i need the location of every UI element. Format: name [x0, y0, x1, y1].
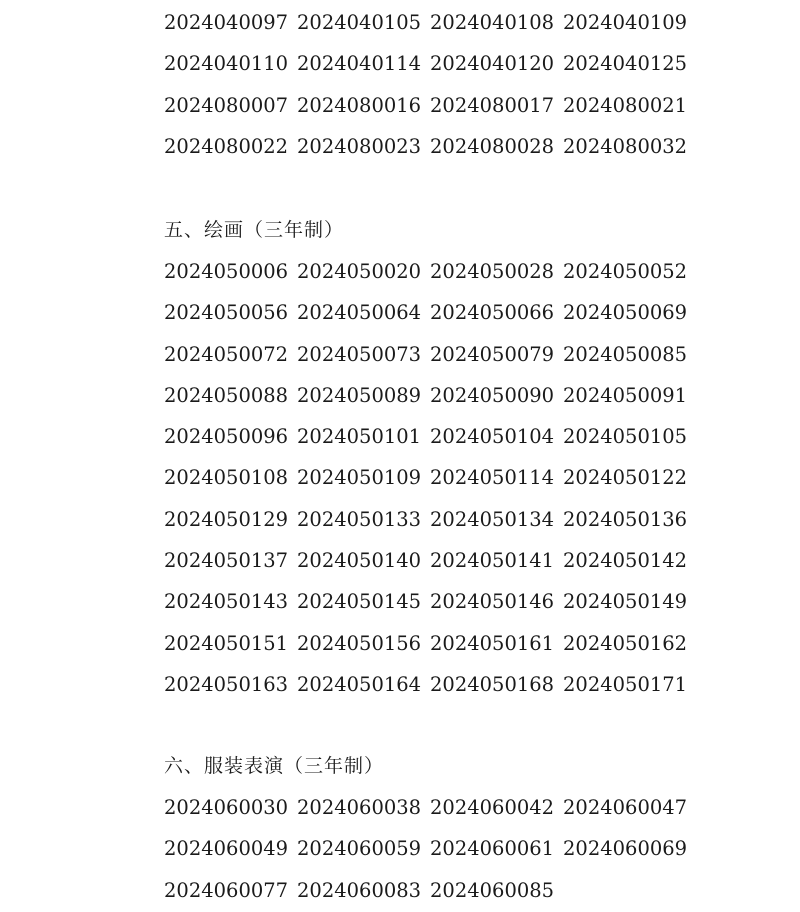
section-fashion-performance	[164, 746, 724, 911]
student-number: 2024050064	[297, 301, 422, 325]
student-number: 2024050079	[430, 342, 555, 366]
student-number: 2024050020	[297, 260, 422, 283]
student-number: 2024050143	[164, 590, 289, 614]
student-number: 2024050164	[297, 672, 422, 696]
student-number: 2024050140	[297, 549, 422, 573]
student-number: 2024050085	[563, 342, 688, 366]
student-number: 2024060085	[430, 878, 555, 902]
student-number: 2024060069	[563, 837, 688, 861]
student-number: 2024050056	[164, 301, 289, 325]
student-number: 2024050089	[297, 383, 422, 407]
student-number: 2024060059	[297, 837, 422, 861]
student-number: 2024040110	[164, 52, 289, 76]
student-number: 2024050136	[563, 507, 688, 531]
student-number: 2024060077	[164, 878, 289, 902]
student-number: 2024040114	[297, 52, 422, 76]
student-number: 2024050156	[297, 631, 422, 655]
student-number: 2024050072	[164, 342, 289, 366]
student-number: 2024080017	[430, 93, 555, 117]
student-number-grid	[164, 787, 724, 911]
student-number: 2024080032	[563, 134, 688, 158]
student-number: 2024060061	[430, 837, 555, 861]
student-number: 2024040109	[563, 11, 688, 34]
student-number: 2024050134	[430, 507, 555, 531]
section-heading-painting: 五、绘画（三年制）	[164, 219, 345, 241]
student-number: 2024050101	[297, 425, 422, 449]
student-number: 2024050108	[164, 466, 289, 490]
student-number: 2024080007	[164, 93, 289, 117]
student-number: 2024060042	[430, 796, 555, 819]
student-number: 2024040105	[297, 11, 422, 34]
student-number: 2024050069	[563, 301, 688, 325]
student-number: 2024050146	[430, 590, 555, 614]
student-number: 2024050163	[164, 672, 289, 696]
student-number: 2024050088	[164, 383, 289, 407]
section-heading-fashion-performance: 六、服装表演（三年制）	[164, 755, 385, 777]
student-number: 2024050105	[563, 425, 688, 449]
student-number: 2024050066	[430, 301, 555, 325]
student-number: 2024040120	[430, 52, 555, 76]
student-number: 2024050129	[164, 507, 289, 531]
section-painting	[164, 210, 724, 705]
student-number: 2024040125	[563, 52, 688, 76]
section-continued-list	[164, 2, 724, 167]
student-number: 2024050122	[563, 466, 688, 490]
student-number: 2024060038	[297, 796, 422, 819]
student-number: 2024050109	[297, 466, 422, 490]
student-number-grid	[164, 2, 724, 167]
student-number: 2024060049	[164, 837, 289, 861]
student-number: 2024050028	[430, 260, 555, 283]
student-number: 2024050052	[563, 260, 688, 283]
student-number: 2024050090	[430, 383, 555, 407]
student-number: 2024050091	[563, 383, 688, 407]
student-number: 2024060047	[563, 796, 688, 819]
student-number: 2024050171	[563, 672, 688, 696]
student-number: 2024050168	[430, 672, 555, 696]
student-number: 2024080023	[297, 134, 422, 158]
student-number: 2024040108	[430, 11, 555, 34]
student-number: 2024050149	[563, 590, 688, 614]
student-number: 2024080028	[430, 134, 555, 158]
student-number: 2024050142	[563, 549, 688, 573]
student-number: 2024050104	[430, 425, 555, 449]
student-number: 2024050114	[430, 466, 555, 490]
student-number: 2024050141	[430, 549, 555, 573]
student-number: 2024050161	[430, 631, 555, 655]
student-number: 2024060083	[297, 878, 422, 902]
student-number: 2024050137	[164, 549, 289, 573]
student-number: 2024050006	[164, 260, 289, 283]
student-number: 2024080021	[563, 93, 688, 117]
student-number: 2024050145	[297, 590, 422, 614]
student-number: 2024050073	[297, 342, 422, 366]
student-number-grid	[164, 251, 724, 705]
student-number: 2024050133	[297, 507, 422, 531]
student-number: 2024050096	[164, 425, 289, 449]
student-number: 2024080022	[164, 134, 289, 158]
student-number: 2024080016	[297, 93, 422, 117]
student-number: 2024050162	[563, 631, 688, 655]
student-number: 2024040097	[164, 11, 289, 34]
student-number: 2024050151	[164, 631, 289, 655]
student-number: 2024060030	[164, 796, 289, 819]
